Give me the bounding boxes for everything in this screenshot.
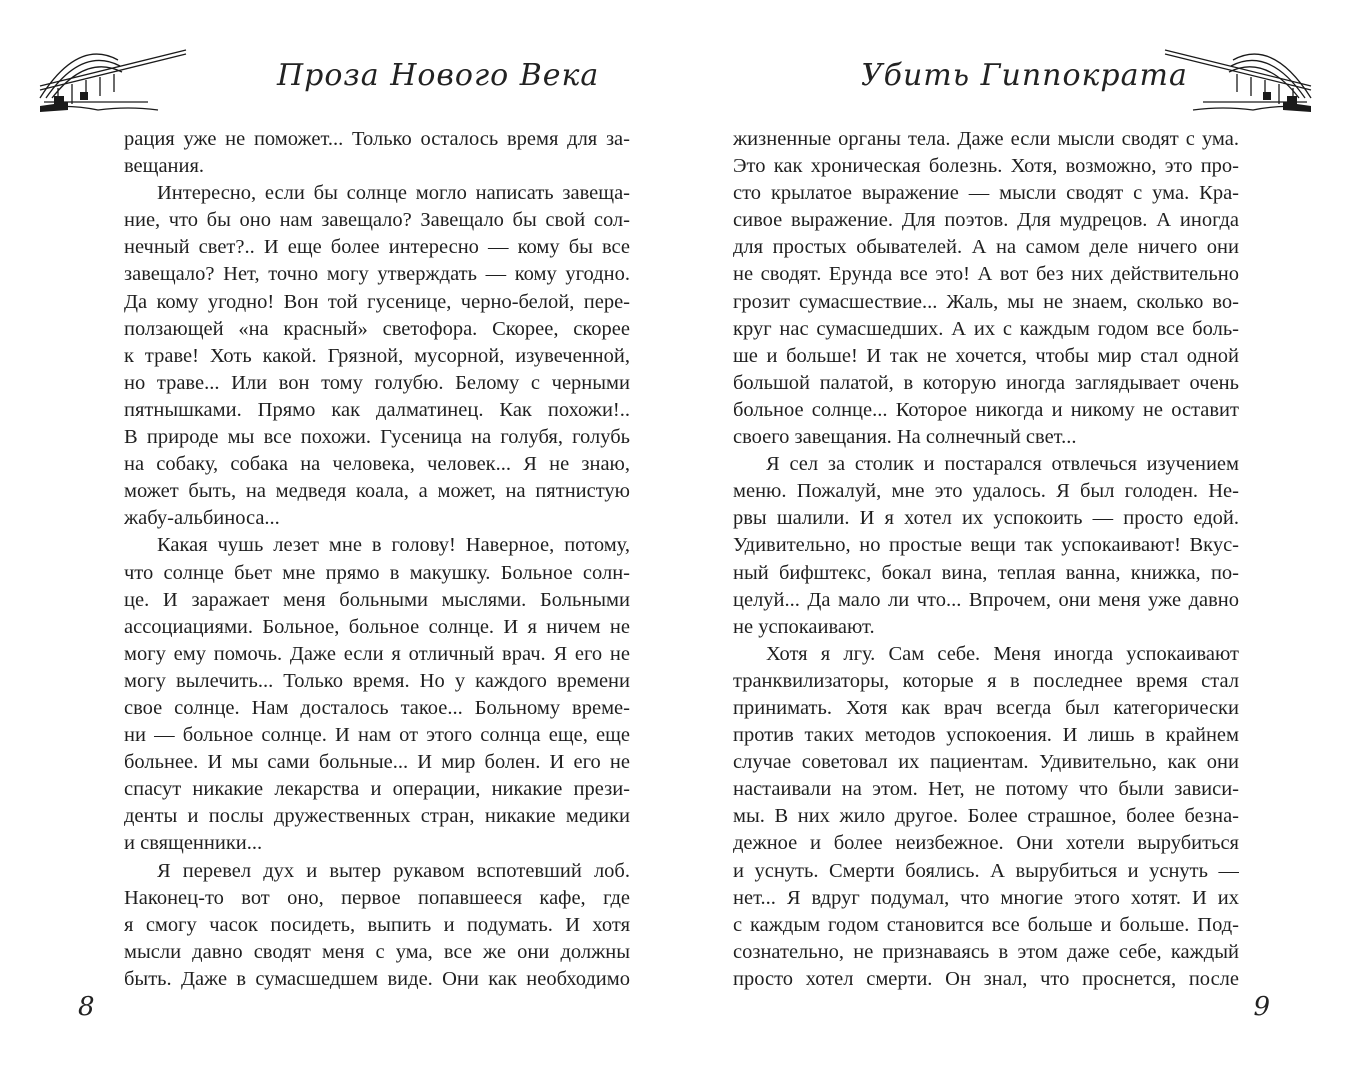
text-line: Интересно, если бы солнце могло написать завеща- [157,182,630,205]
text-line: на собаку, собака на человека, человек... Я не знаю, [124,453,630,476]
text-line: ползающей «на красный» светофора. Скорее, скорее [124,317,630,340]
text-line: В природе мы все похожи. Гусеница на голубя, голубь [124,426,630,449]
text-line: денты и послы дружественных стран, никакие медики [124,805,630,828]
text-line: ассоциациями. Больное, больное солнце. И я ничем не [124,615,630,638]
text-line: и уснуть. Смерти боялись. А вырубиться и уснуть — [733,859,1239,882]
text-line: пятнышками. Прямо как далматинец. Как похожи!.. [124,398,630,421]
text-line: ше и больше! И так не хочется, чтобы мир стал одной [733,344,1239,367]
text-line: ный бифштекс, бокал вина, теплая ванна, книжка, по- [733,561,1239,584]
text-line: транквилизаторы, которые я в последнее время стал [733,669,1239,692]
right-header-title: Убить Гиппократа [861,58,1188,93]
text-line: больнее. И мы сами больные... И мир болен. И его не [124,751,630,774]
text-line: жизненные органы тела. Даже если мысли сводят с ума. [733,128,1239,150]
text-line: и священники... [124,832,263,855]
text-line: грозит сумасшествие... Жаль, мы не знаем, сколько во- [733,290,1239,313]
left-page-number: 8 [78,992,95,1022]
left-text-block [124,126,630,993]
text-line: но траве... Или вон тому голубю. Белому с черными [124,371,630,394]
text-line: ни — больное солнце. И нам от этого солнца еще, еще [124,724,630,747]
bridge-illustration-icon [1163,36,1313,114]
text-line: большой палатой, в которую иногда заглядывает очень [733,371,1239,394]
text-line: Какая чушь лезет мне в голову! Наверное, потому, [157,534,630,557]
text-line: вещания. [124,155,205,178]
text-line: меню. Пожалуй, мне это удалось. Я был голоден. Не- [733,480,1239,503]
text-line: Удивительно, но простые вещи так успокаивают! Вкус- [733,534,1239,557]
text-line: может быть, на медведя коала, а может, на пятнистую [124,480,630,503]
text-line: для простых обывателей. А на самом деле ничего они [733,236,1239,259]
text-line: не сводят. Ерунда все это! А вот без них действительно [733,263,1239,286]
text-line: сто крылатое выражение — мысли сводят с ума. Кра- [733,182,1239,205]
right-text-block [733,126,1239,993]
text-line: Я сел за столик и постарался отвлечься изучением [766,453,1239,476]
text-line: ние, что бы оно нам завещало? Завещало бы свой сол- [124,209,630,232]
text-line: принимать. Хотя как врач всегда был категорически [733,696,1239,719]
left-header-title: Проза Нового Века [277,58,600,93]
text-line: Это как хроническая болезнь. Хотя, возможно, это про- [733,155,1239,178]
text-line: Я перевел дух и вытер рукавом вспотевший лоб. [157,859,630,882]
text-line: просто хотел смерти. Он знал, что проснется, после [733,967,1239,990]
text-line: жабу-альбиноса... [124,507,280,530]
text-line: рвы шалили. И я хотел их успокоить — просто едой. [733,507,1239,530]
text-line: могу ему помочь. Даже если я отличный врач. Я его не [124,642,630,665]
text-line: рация уже не поможет... Только осталось время для за- [124,128,630,150]
text-line: настаивали на этом. Нет, не потому что были зависи- [733,778,1239,801]
text-line: мы. В них жило другое. Более страшное, более безна- [733,805,1239,828]
text-line: завещало? Нет, точно могу утверждать — кому угодно. [124,263,630,286]
right-page [683,0,1366,1080]
text-line: с каждым годом становится все больше и больше. Под- [733,913,1239,936]
text-line: не успокаивают. [733,615,875,638]
text-line: круг нас сумасшедших. А их с каждым годом все боль- [733,317,1239,340]
text-line: быть. Даже в сумасшедшем виде. Они как необходимо [124,967,630,990]
text-line: Да кому угодно! Вон той гусенице, черно-белой, пере- [124,290,630,313]
bridge-illustration-icon [38,36,188,114]
text-line: против таких методов успокоения. И лишь в крайнем [733,724,1239,747]
text-line: Наконец-то вот оно, первое попавшееся кафе, где [124,886,630,909]
text-line: спасут никакие лекарства и операции, никакие прези- [124,778,630,801]
text-line: что солнце бьет мне прямо в макушку. Больное солн- [124,561,630,584]
text-line: своего завещания. На солнечный свет... [733,426,1077,449]
text-line: сивое выражение. Для поэтов. Для мудрецов. А иногда [733,209,1239,232]
text-line: случае советовал их пациентам. Удивительно, как они [733,751,1239,774]
text-line: к траве! Хоть какой. Грязной, мусорной, изувеченной, [124,344,630,367]
text-line: могу вылечить... Только время. Но у каждого времени [124,669,630,692]
text-line: мысли давно сводят меня с ума, все же они должны [124,940,630,963]
text-line: дежное и более неизбежное. Они хотели вырубиться [733,832,1239,855]
text-line: я смогу часок посидеть, выпить и подумать. И хотя [124,913,630,936]
text-line: сознательно, не признаваясь в этом даже себе, каждый [733,940,1239,963]
text-line: Хотя я лгу. Сам себе. Меня иногда успокаивают [766,642,1239,665]
text-line: больное солнце... Которое никогда и никому не оставит [733,398,1239,421]
text-line: нет... Я вдруг подумал, что многие этого хотят. И их [733,886,1239,909]
text-line: нечный свет?.. И еще более интересно — кому бы все [124,236,630,259]
text-line: це. И заражает меня больными мыслями. Больными [124,588,630,611]
text-line: целуй... Да мало ли что... Впрочем, они меня уже давно [733,588,1239,611]
text-line: свое солнце. Нам досталось такое... Больному време- [124,696,630,719]
right-page-number: 9 [1253,992,1270,1022]
